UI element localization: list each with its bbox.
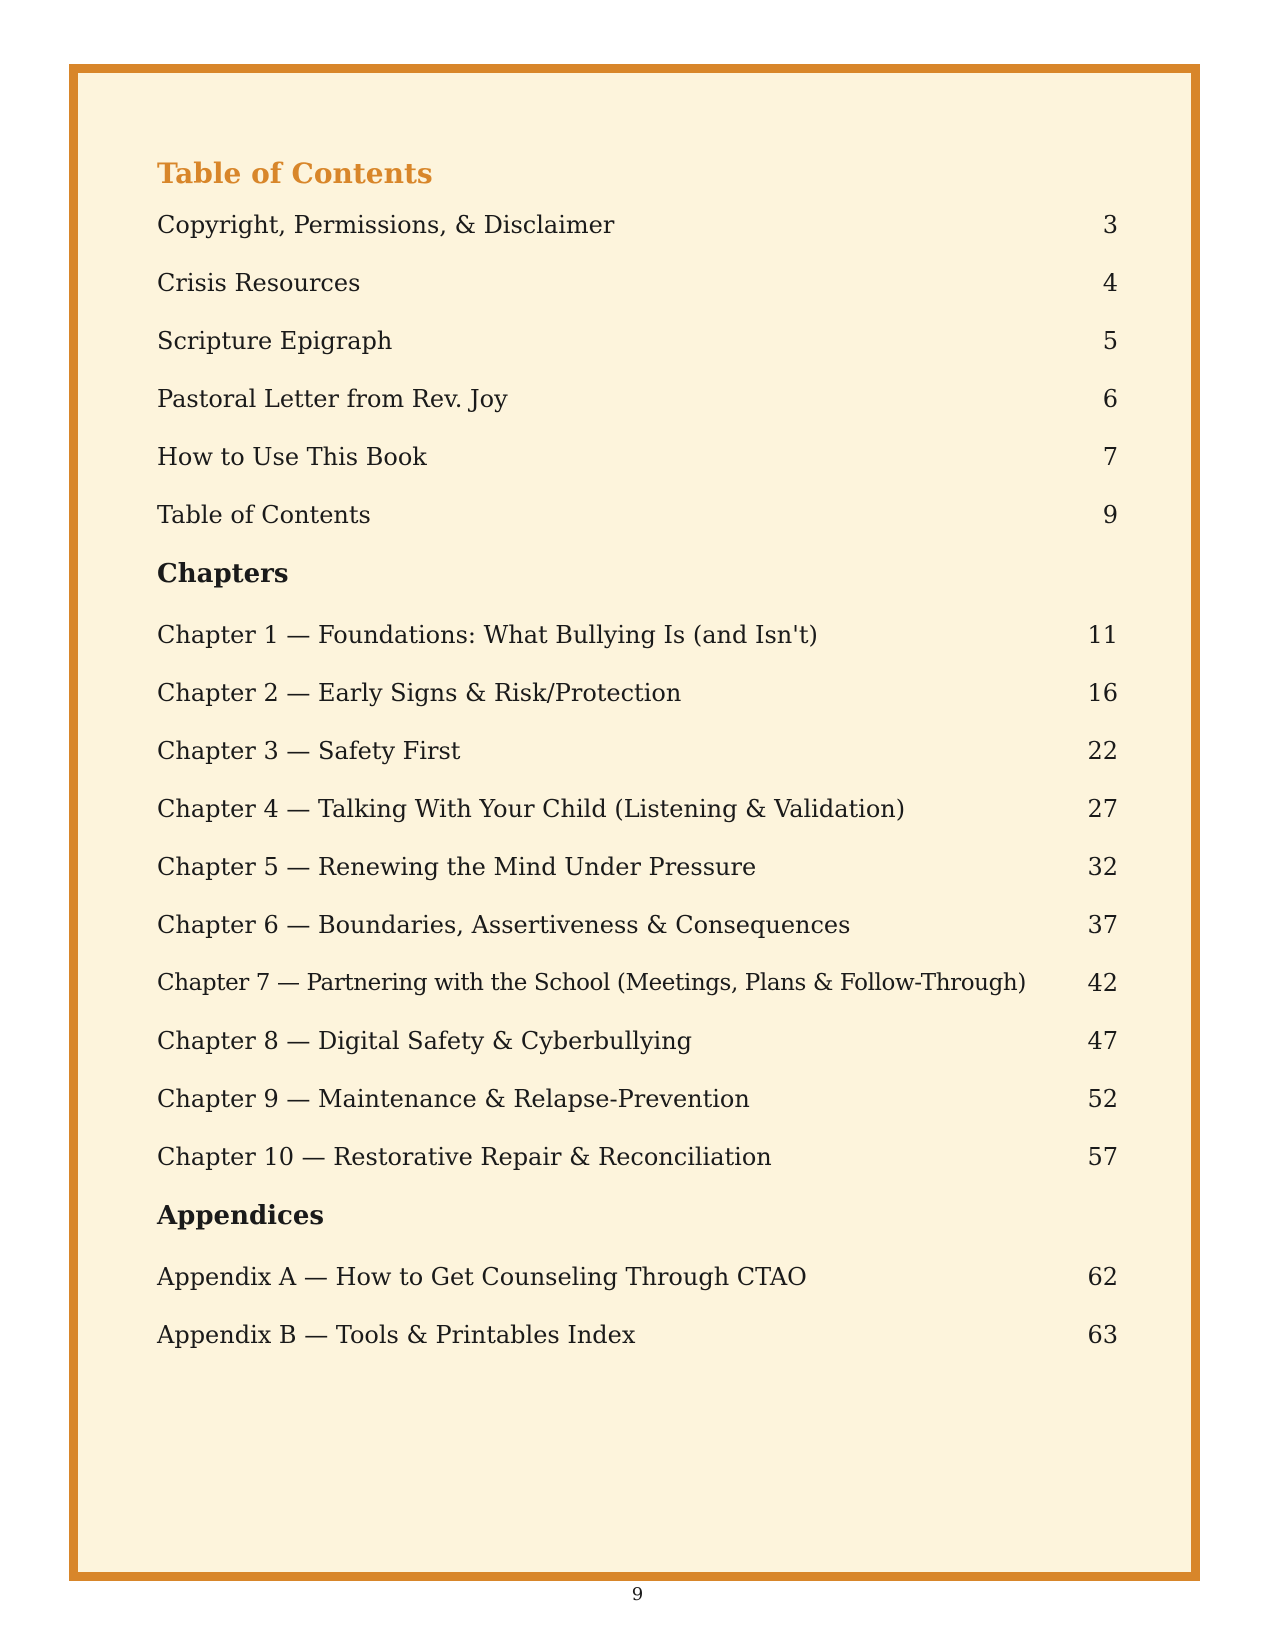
toc-entry-label: Copyright, Permissions, & Disclaimer [157, 211, 615, 239]
toc-entry[interactable] [157, 265, 1118, 301]
toc-entry-label: Chapter 9 — Maintenance & Relapse-Prevention [157, 1085, 750, 1113]
toc-entry-label: Chapter 1 — Foundations: What Bullying Is (and Isn't) [157, 621, 818, 649]
toc-chapter-entry[interactable] [157, 965, 1118, 1001]
toc-appendix-entry[interactable] [157, 1259, 1118, 1295]
toc-entry-page: 37 [1087, 911, 1118, 939]
toc-entry-label: Chapter 8 — Digital Safety & Cyberbullying [157, 1027, 693, 1055]
toc-entry-page: 5 [1102, 327, 1118, 355]
toc-entry-label: Chapter 6 — Boundaries, Assertiveness & Consequences [157, 911, 851, 939]
toc-entry-label: Pastoral Letter from Rev. Joy [157, 385, 508, 413]
toc-entry[interactable] [157, 207, 1118, 243]
toc-entry-label: How to Use This Book [157, 443, 427, 471]
toc-entry-page: 63 [1087, 1321, 1118, 1349]
toc-entry-page: 32 [1087, 853, 1118, 881]
toc-entry-label: Appendix B — Tools & Printables Index [157, 1321, 636, 1349]
toc-entry-label: Crisis Resources [157, 269, 361, 297]
toc-entry-page: 22 [1087, 737, 1118, 765]
toc-chapter-entry[interactable] [157, 791, 1118, 827]
toc-entry[interactable] [157, 439, 1118, 475]
toc-entry-label: Chapter 4 — Talking With Your Child (Listening & Validation) [157, 795, 906, 823]
chapters-heading: Chapters [157, 559, 289, 589]
toc-entry-label: Chapter 7 — Partnering with the School (Meetings, Plans & Follow-Through) [157, 970, 1026, 996]
toc-entry-page: 27 [1087, 795, 1118, 823]
toc-entry-label: Scripture Epigraph [157, 327, 393, 355]
toc-entry-label: Appendix A — How to Get Counseling Through CTAO [157, 1263, 807, 1291]
toc-entry-label: Chapter 2 — Early Signs & Risk/Protection [157, 679, 682, 707]
toc-entry-page: 3 [1102, 211, 1118, 239]
toc-chapter-entry[interactable] [157, 1023, 1118, 1059]
toc-entry-label: Table of Contents [157, 501, 371, 529]
toc-appendix-entry[interactable] [157, 1317, 1118, 1353]
toc-entry-label: Chapter 5 — Renewing the Mind Under Pressure [157, 853, 757, 881]
toc-chapter-entry[interactable] [157, 675, 1118, 711]
toc-entry-page: 6 [1102, 385, 1118, 413]
toc-chapter-entry[interactable] [157, 849, 1118, 885]
toc-entry[interactable] [157, 323, 1118, 359]
toc-entry-page: 4 [1102, 269, 1118, 297]
toc-entry-page: 16 [1087, 679, 1118, 707]
appendices-heading: Appendices [157, 1201, 325, 1231]
toc-entry-page: 11 [1087, 621, 1118, 649]
toc-title: Table of Contents [157, 157, 433, 190]
toc-entry-page: 9 [1102, 501, 1118, 529]
toc-chapter-entry[interactable] [157, 1081, 1118, 1117]
toc-chapter-entry[interactable] [157, 733, 1118, 769]
toc-entry[interactable] [157, 381, 1118, 417]
page-number: 9 [631, 1584, 644, 1605]
toc-chapter-entry[interactable] [157, 907, 1118, 943]
toc-entry-page: 47 [1087, 1027, 1118, 1055]
toc-entry-page: 62 [1087, 1263, 1118, 1291]
toc-chapter-entry[interactable] [157, 1139, 1118, 1175]
toc-entry-page: 42 [1087, 969, 1118, 997]
toc-entry-label: Chapter 3 — Safety First [157, 737, 461, 765]
toc-chapter-entry[interactable] [157, 617, 1118, 653]
toc-entry-page: 52 [1087, 1085, 1118, 1113]
toc-entry-page: 7 [1102, 443, 1118, 471]
toc-entry-label: Chapter 10 — Restorative Repair & Reconciliation [157, 1143, 772, 1171]
toc-entry[interactable] [157, 497, 1118, 533]
toc-entry-page: 57 [1087, 1143, 1118, 1171]
